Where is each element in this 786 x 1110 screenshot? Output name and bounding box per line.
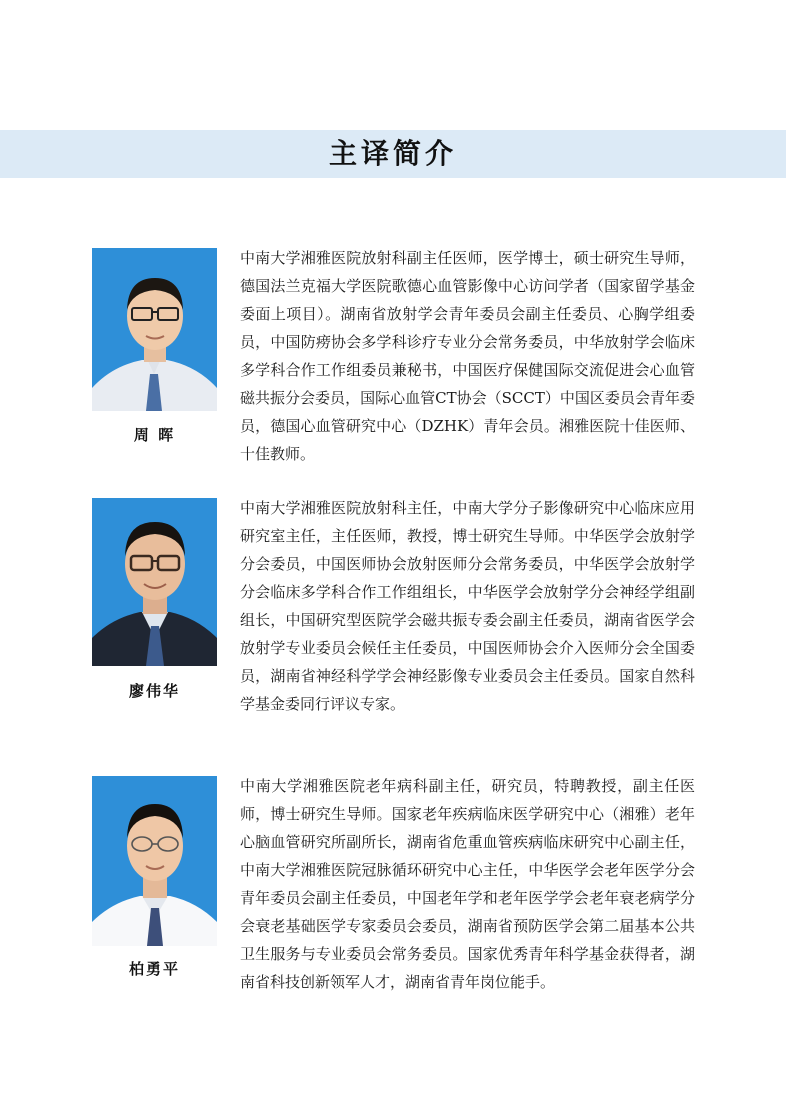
translator-entry [0,248,786,468]
translator-bio: 中南大学湘雅医院放射科主任，中南大学分子影像研究中心临床应用研究室主任，主任医师，教授，博士研究生导师。中华医学会放射学分会委员，中国医师协会放射医师分会常务委员，中华医学会放射学分会临床多学科合作工作组组长，中华医学会放射学分会神经学组副组长，中国研究型医院学会磁共振专委会副主任委员，湖南省医学会放射学专业委员会候任主任委员，中国医师协会介入医师分会全国委员，湖南省神经科学学会神经影像专业委员会主任委员。国家自然科学基金委同行评议专家。 [240,499,695,713]
portrait-photo [92,248,217,411]
translator-bio: 中南大学湘雅医院放射科副主任医师，医学博士，硕士研究生导师，德国法兰克福大学医院歌德心血管影像中心访问学者（国家留学基金委面上项目）。湖南省放射学会青年委员会副主任委员、心胸学组委员，中国防痨协会多学科诊疗专业分会常务委员，中华放射学会临床多学科合作工作组委员兼秘书，中国医疗保健国际交流促进会心血管磁共振分会委员，国际心血管CT协会（SCCT）中国区委员会青年委员，德国心血管研究中心（DZHK）青年会员。湘雅医院十佳医师、十佳教师。 [240,249,695,463]
page-title: 主译简介 [328,137,457,170]
translator-entry [0,776,786,1026]
translator-name: 廖伟华 [128,682,180,700]
portrait-photo [92,776,217,946]
translator-name: 周 晖 [133,426,176,444]
translator-bio: 中南大学湘雅医院老年病科副主任，研究员，特聘教授，副主任医师，博士研究生导师。国家老年疾病临床医学研究中心（湘雅）老年心脑血管研究所副所长，湖南省危重血管疾病临床研究中心副主任，中南大学湘雅医院冠脉循环研究中心主任，中华医学会老年医学分会青年委员会副主任委员，中国老年学和老年医学学会老年衰老病学分会衰老基础医学专家委员会委员，湖南省预防医学会第二届基本公共卫生服务与专业委员会常务委员。国家优秀青年科学基金获得者，湖南省科技创新领军人才，湖南省青年岗位能手。 [240,777,695,991]
portrait-photo [92,498,217,666]
translator-name: 柏勇平 [128,960,180,978]
translator-entry [0,498,786,748]
